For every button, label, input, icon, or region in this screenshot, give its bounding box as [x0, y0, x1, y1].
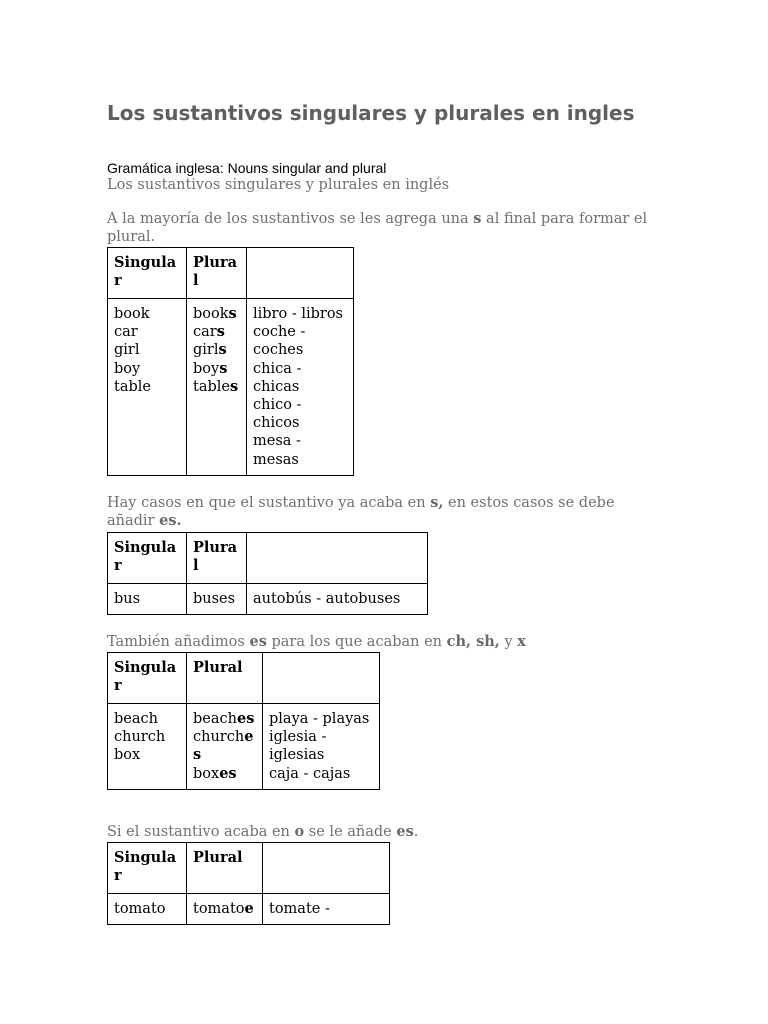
singular-word: book: [114, 306, 150, 322]
translation-cell: [263, 894, 390, 925]
header-singular: Singular: [108, 653, 187, 704]
noun-table-4: [107, 842, 390, 925]
intro-text: en estos casos se debe añadir: [107, 495, 615, 529]
singular-cell: [108, 584, 187, 615]
table-header-row: [108, 533, 428, 584]
header-singular: Singular: [108, 533, 187, 584]
translation-text: autobús - autobuses: [253, 591, 401, 607]
plural-cell: [187, 584, 247, 615]
plural-word: churches: [193, 728, 254, 764]
intro-text: se le añade: [304, 824, 397, 840]
intro-emphasis: es.: [159, 512, 182, 529]
intro-emphasis: ch, sh,: [446, 633, 500, 650]
header-plural: Plural: [187, 653, 263, 704]
translation-cell: [263, 704, 380, 790]
plural-cell: [187, 704, 263, 790]
singular-word: church: [114, 729, 166, 746]
translation-text: mesa - mesas: [253, 433, 301, 468]
section-4-intro: [107, 823, 662, 841]
plural-word: books: [193, 305, 237, 322]
section-3-intro: [107, 633, 662, 651]
singular-word: beach: [114, 711, 158, 727]
header-translation: [263, 653, 380, 704]
singular-cell: [108, 299, 187, 476]
intro-text: .: [413, 824, 419, 840]
header-singular: Singular: [108, 843, 187, 894]
header-singular: Singular: [108, 248, 187, 299]
page-title: Los sustantivos singulares y plurales en ingles: [107, 101, 635, 125]
singular-word: car: [114, 324, 138, 341]
noun-table-3: [107, 652, 380, 790]
noun-table-2: [107, 532, 428, 615]
singular-word: bus: [114, 591, 141, 607]
plural-word: cars: [193, 323, 225, 341]
plural-word: tables: [193, 377, 239, 395]
intro-emphasis: es: [249, 633, 267, 650]
subtitle-english: Gramática inglesa: Nouns singular and plural: [107, 160, 387, 176]
translation-text: tomate -: [269, 901, 330, 917]
intro-emphasis: s,: [430, 494, 444, 511]
intro-text: y: [499, 634, 518, 650]
table-header-row: [108, 843, 390, 894]
table-row: [108, 584, 428, 615]
translation-text: playa - playas: [269, 711, 370, 727]
singular-word: tomato: [114, 901, 166, 917]
intro-text: Hay casos en que el sustantivo ya acaba en: [107, 495, 431, 511]
header-plural: Plural: [187, 843, 263, 894]
translation-text: coche - coches: [253, 324, 306, 359]
singular-cell: [108, 894, 187, 925]
section-2-intro: [107, 494, 662, 530]
intro-text: Si el sustantivo acaba en: [107, 824, 295, 840]
intro-text: A la mayoría de los sustantivos se les agrega una: [107, 211, 474, 227]
plural-word: tomatoe: [193, 900, 254, 917]
translation-text: caja - cajas: [269, 765, 351, 782]
intro-emphasis: es: [396, 823, 414, 840]
noun-table-1: [107, 247, 354, 476]
intro-text: También añadimos: [107, 634, 250, 650]
translation-text: chico - chicos: [253, 397, 302, 432]
translation-text: libro - libros: [253, 306, 343, 322]
header-translation: [247, 533, 428, 584]
plural-cell: [187, 894, 263, 925]
section-1-intro: [107, 210, 662, 246]
translation-text: chica - chicas: [253, 360, 302, 395]
intro-emphasis: x: [517, 633, 526, 650]
plural-word: beaches: [193, 710, 255, 727]
singular-word: box: [114, 747, 141, 764]
table-row: [108, 894, 390, 925]
translation-cell: [247, 584, 428, 615]
translation-text: iglesia - iglesias: [269, 729, 327, 764]
subtitle-spanish: Los sustantivos singulares y plurales en inglés: [107, 177, 450, 193]
singular-word: table: [114, 378, 151, 395]
singular-word: boy: [114, 360, 141, 377]
table-header-row: [108, 653, 380, 704]
intro-emphasis: s: [473, 210, 482, 227]
singular-word: girl: [114, 342, 140, 359]
header-plural: Plural: [187, 533, 247, 584]
header-translation: [247, 248, 354, 299]
plural-word: buses: [193, 591, 236, 607]
table-header-row: [108, 248, 354, 299]
plural-word: boxes: [193, 764, 237, 782]
plural-word: girls: [193, 341, 227, 359]
intro-text: para los que acaban en: [266, 634, 447, 650]
header-plural: Plural: [187, 248, 247, 299]
plural-cell: [187, 299, 247, 476]
table-row: [108, 299, 354, 476]
intro-emphasis: o: [294, 823, 305, 840]
intro-text: al final para formar el plural.: [107, 211, 648, 245]
singular-cell: [108, 704, 187, 790]
table-row: [108, 704, 380, 790]
header-translation: [263, 843, 390, 894]
plural-word: boys: [193, 359, 228, 377]
translation-cell: [247, 299, 354, 476]
